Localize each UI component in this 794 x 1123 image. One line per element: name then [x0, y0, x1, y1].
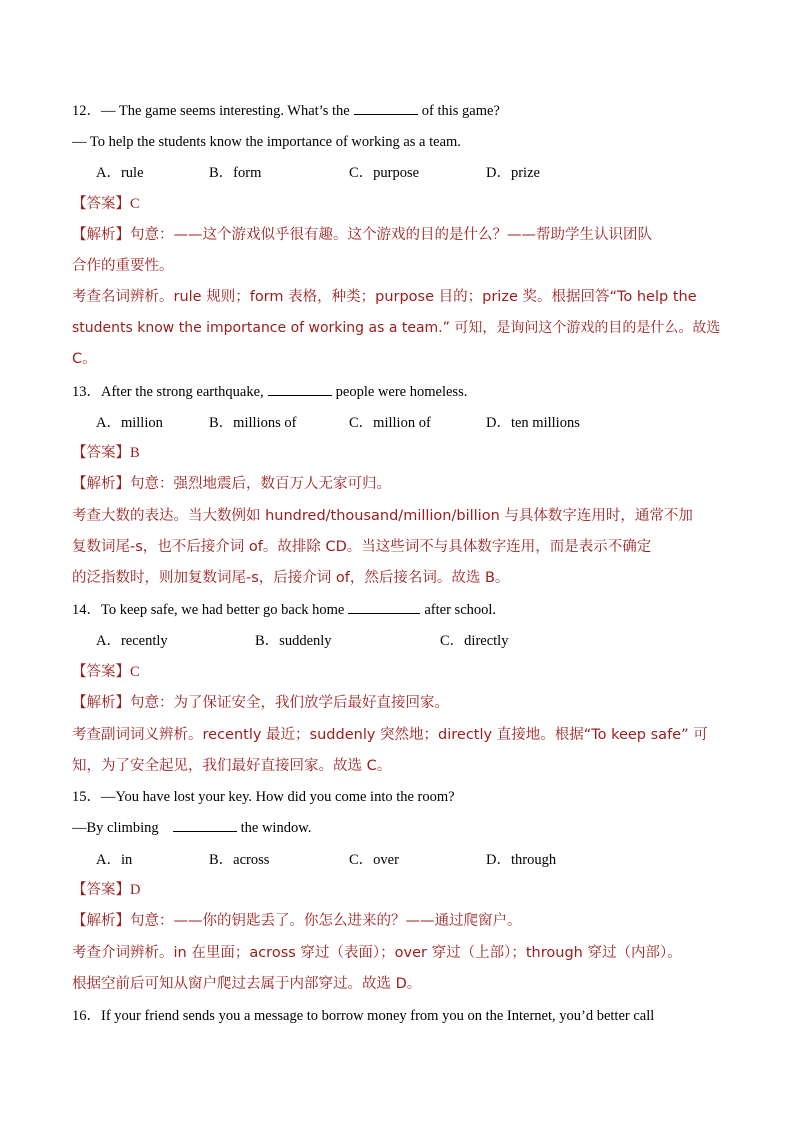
q14-stem: 14．To keep safe, we had better go back home after school.	[72, 595, 496, 626]
q15-analysis-line3: 根据空前后可知从窗户爬过去属于内部穿过。故选 D。	[72, 976, 422, 992]
q14-analysis-line2: 考查副词词义辨析。recently 最近；suddenly 突然地；directly 直接地。根据“To keep safe” 可	[72, 727, 708, 743]
q12-option-a: A．rule	[96, 165, 144, 181]
q12-stem-line2: — To help the students know the importance of working as a team.	[72, 134, 461, 150]
q13-stem: 13．After the strong earthquake, people were homeless.	[72, 377, 467, 408]
q12-option-b: B．form	[209, 165, 262, 181]
q14-analysis-line1: 【解析】句意：为了保证安全，我们放学后最好直接回家。	[72, 695, 449, 711]
q15-stem-line1: 15．—You have lost your key. How did you come into the room?	[72, 789, 455, 805]
q15-analysis-line1: 【解析】句意：——你的钥匙丢了。你怎么进来的？——通过爬窗户。	[72, 913, 522, 929]
q13-analysis-line1: 【解析】句意：强烈地震后，数百万人无家可归。	[72, 476, 391, 492]
q12-stem-line1: 12．— The game seems interesting. What’s the of this game?	[72, 96, 500, 127]
q12-blank	[354, 96, 418, 115]
q12-analysis-line4: students know the importance of working as a team.” 可知，是询问这个游戏的目的是什么。故选	[72, 320, 721, 336]
q15-analysis-line2: 考查介词辨析。in 在里面；across 穿过（表面）；over 穿过（上部）；through 穿过（内部）。	[72, 945, 682, 961]
q14-option-c: C．directly	[440, 633, 509, 649]
q12-analysis-line1: 【解析】句意：——这个游戏似乎很有趣。这个游戏的目的是什么？——帮助学生认识团队	[72, 227, 652, 243]
q13-option-b: B．millions of	[209, 415, 297, 431]
q15-option-c: C．over	[349, 852, 399, 868]
q12-answer: 【答案】C	[72, 196, 140, 212]
q16-stem-line1: 16．If your friend sends you a message to borrow money from you on the Internet, you’d better call	[72, 1008, 655, 1024]
q13-blank	[268, 377, 332, 396]
q15-option-b: B．across	[209, 852, 270, 868]
q13-option-c: C．million of	[349, 415, 431, 431]
q14-option-b: B．suddenly	[255, 633, 332, 649]
q15-stem-line2: —By climbing the window.	[72, 813, 311, 844]
q15-answer: 【答案】D	[72, 882, 141, 898]
q14-blank	[348, 595, 420, 614]
q13-option-a: A．million	[96, 415, 163, 431]
q15-option-d: D．through	[486, 852, 557, 868]
q12-option-c: C．purpose	[349, 165, 420, 181]
q13-answer: 【答案】B	[72, 445, 140, 461]
q15-blank	[173, 813, 237, 832]
q13-option-d: D．ten millions	[486, 415, 580, 431]
q14-answer: 【答案】C	[72, 664, 140, 680]
q12-analysis-line3: 考查名词辨析。rule 规则；form 表格，种类；purpose 目的；prize 奖。根据回答“To help the	[72, 289, 697, 305]
q14-option-a: A．recently	[96, 633, 168, 649]
q15-option-a: A．in	[96, 852, 133, 868]
q12-analysis-line2: 合作的重要性。	[72, 258, 174, 274]
q12-option-d: D．prize	[486, 165, 540, 181]
q13-analysis-line2: 考查大数的表达。当大数例如 hundred/thousand/million/billion 与具体数字连用时，通常不加	[72, 508, 693, 524]
q13-analysis-line4: 的泛指数时，则加复数词尾-s，后接介词 of，然后接名词。故选 B。	[72, 570, 510, 586]
q12-analysis-line5: C。	[72, 351, 97, 367]
q14-analysis-line3: 知，为了安全起见，我们最好直接回家。故选 C。	[72, 758, 392, 774]
q13-analysis-line3: 复数词尾-s，也不后接介词 of。故排除 CD。当这些词不与具体数字连用，而是表示不确定	[72, 539, 652, 555]
